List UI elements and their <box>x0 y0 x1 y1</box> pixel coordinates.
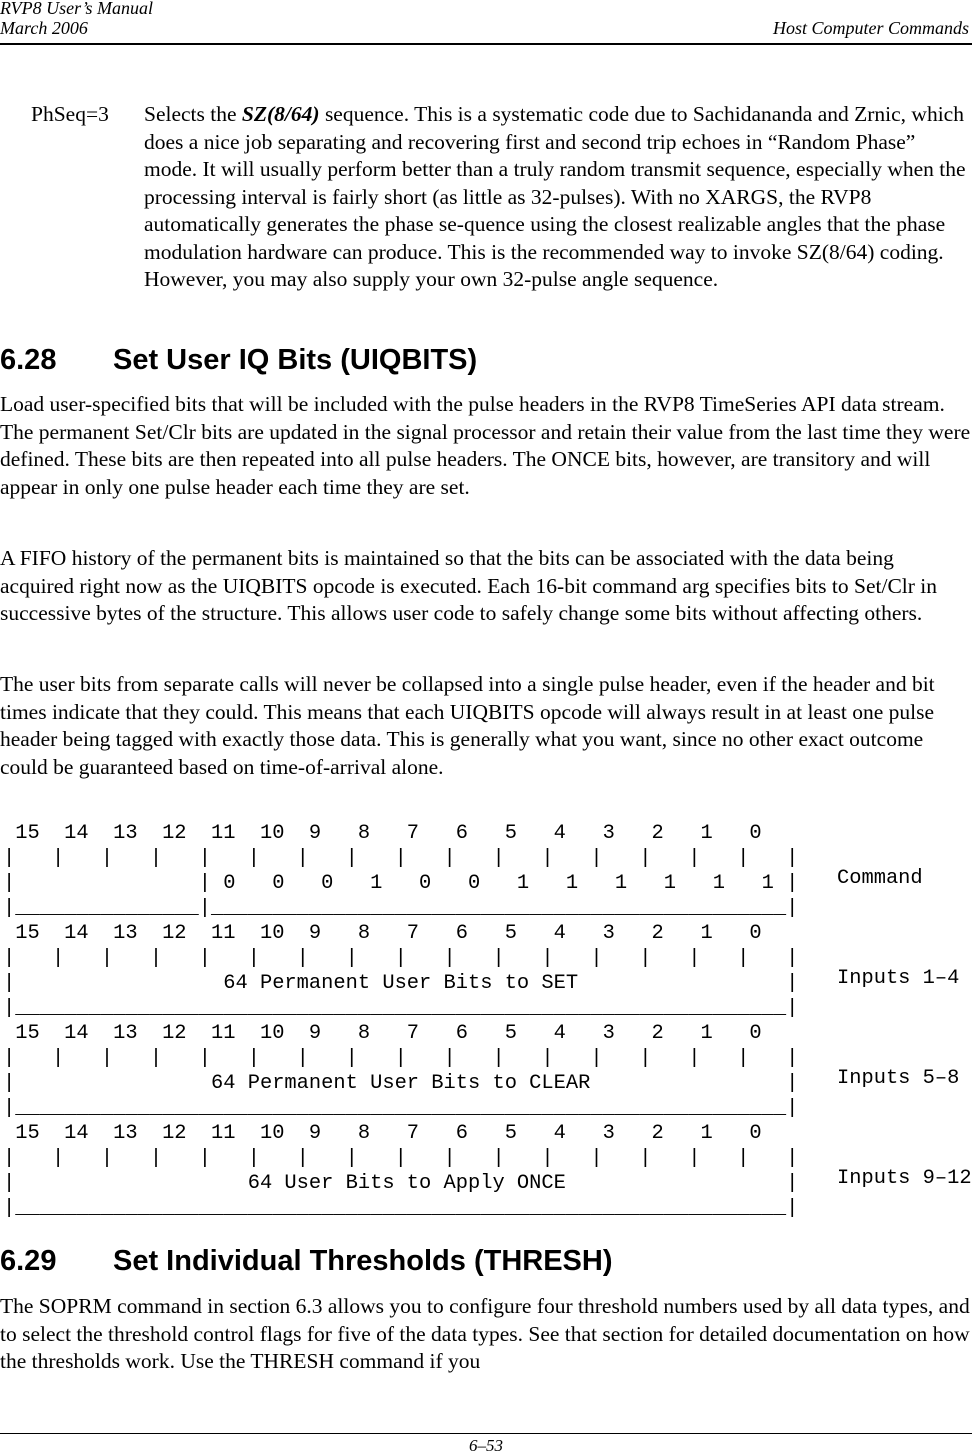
phseq-description <box>144 101 972 294</box>
register-diagram-set-bits: 15 14 13 12 11 10 9 8 7 6 5 4 3 2 1 0 | | | | | | | | | | | | | | | | | | 64 Permanent User Bits to SET | |_______________________________________________________________| <box>3 922 799 1020</box>
section-629-para-1: The SOPRM command in section 6.3 allows you to configure four threshold numbers used by all data types, and to select the threshold control flags for five of the data types. See that section for detailed documentation on how the thresholds work. Use the THRESH command if you <box>0 1294 970 1373</box>
register-diagram-command: 15 14 13 12 11 10 9 8 7 6 5 4 3 2 1 0 | | | | | | | | | | | | | | | | | | | 0 0 0 1 0 0 1 1 1 1 1 1 | |_______________|_______________________________________________| <box>3 822 799 920</box>
register-diagram-once-bits: 15 14 13 12 11 10 9 8 7 6 5 4 3 2 1 0 | | | | | | | | | | | | | | | | | | 64 User Bits to Apply ONCE | |_______________________________________________________________| <box>3 1122 799 1220</box>
section-628-para-3: The user bits from separate calls will never be collapsed into a single pulse header, even if the header and bit times indicate that they could. This means that each UIQBITS opcode will always result in at least one pulse header being tagged with exactly those data. This is generally what you want, since no other exact outcome could be guaranteed based on time-of-arrival alone. <box>0 672 935 779</box>
phseq-desc-body: sequence. This is a systematic code due to Sachidananda and Zrnic, which does a nice job separating and recovering first and second trip echoes in “Random Phase” mode. It will usually perform better than a truly random transmit sequence, especially when the processing interval is fairly short (as little as 32-pulses). With no XARGS, the RVP8 automatically generates the phase se-quence using the closest realizable angles that the phase modulation hardware can produce. This is the recommended way to invoke SZ(8/64) coding. However, you may also supply your own 32-pulse angle sequence. <box>144 102 966 291</box>
section-628-number: 6.28 <box>0 344 57 376</box>
manual-date: March 2006 <box>0 18 88 38</box>
section-628-heading <box>0 343 477 377</box>
chapter-title: Host Computer Commands <box>772 18 969 38</box>
footer-rule <box>0 1433 972 1434</box>
register-label-inputs-9-12: Inputs 9–12 <box>837 1167 972 1190</box>
register-label-inputs-5-8: Inputs 5–8 <box>837 1067 960 1090</box>
header-rule <box>0 43 972 45</box>
section-628-para-2: A FIFO history of the permanent bits is maintained so that the bits can be associated with the data being acquired right now as the UIQBITS opcode is executed. Each 16-bit command arg specifies bits to Set/Clr in successive bytes of the structure. This allows user code to safely change some bits without affecting others. <box>0 546 938 625</box>
register-label-inputs-1-4: Inputs 1–4 <box>837 967 960 990</box>
section-629-heading <box>0 1244 613 1278</box>
register-label-command: Command <box>837 867 923 890</box>
register-diagram-clear-bits: 15 14 13 12 11 10 9 8 7 6 5 4 3 2 1 0 | | | | | | | | | | | | | | | | | | 64 Permanent User Bits to CLEAR | |_______________________________________________________________| <box>3 1022 799 1120</box>
section-628-title: Set User IQ Bits (UIQBITS) <box>113 344 478 376</box>
manual-title: RVP8 User’s Manual <box>0 0 153 18</box>
phseq-desc-intro: Selects the <box>144 102 242 126</box>
section-629-number: 6.29 <box>0 1245 57 1277</box>
section-629-title: Set Individual Thresholds (THRESH) <box>113 1245 613 1277</box>
phseq-term: PhSeq=3 <box>31 102 109 126</box>
section-628-para-1: Load user-specified bits that will be included with the pulse headers in the RVP8 TimeSeries API data stream. The permanent Set/Clr bits are updated in the signal processor and retain their value from the last time they were defined. These bits are then repeated into all pulse headers. The ONCE bits, however, are transitory and will appear in only one pulse header each time they are set. <box>0 392 971 499</box>
phseq-code-name: SZ(8/64) <box>241 102 320 126</box>
page-number: 6–53 <box>469 1436 503 1455</box>
